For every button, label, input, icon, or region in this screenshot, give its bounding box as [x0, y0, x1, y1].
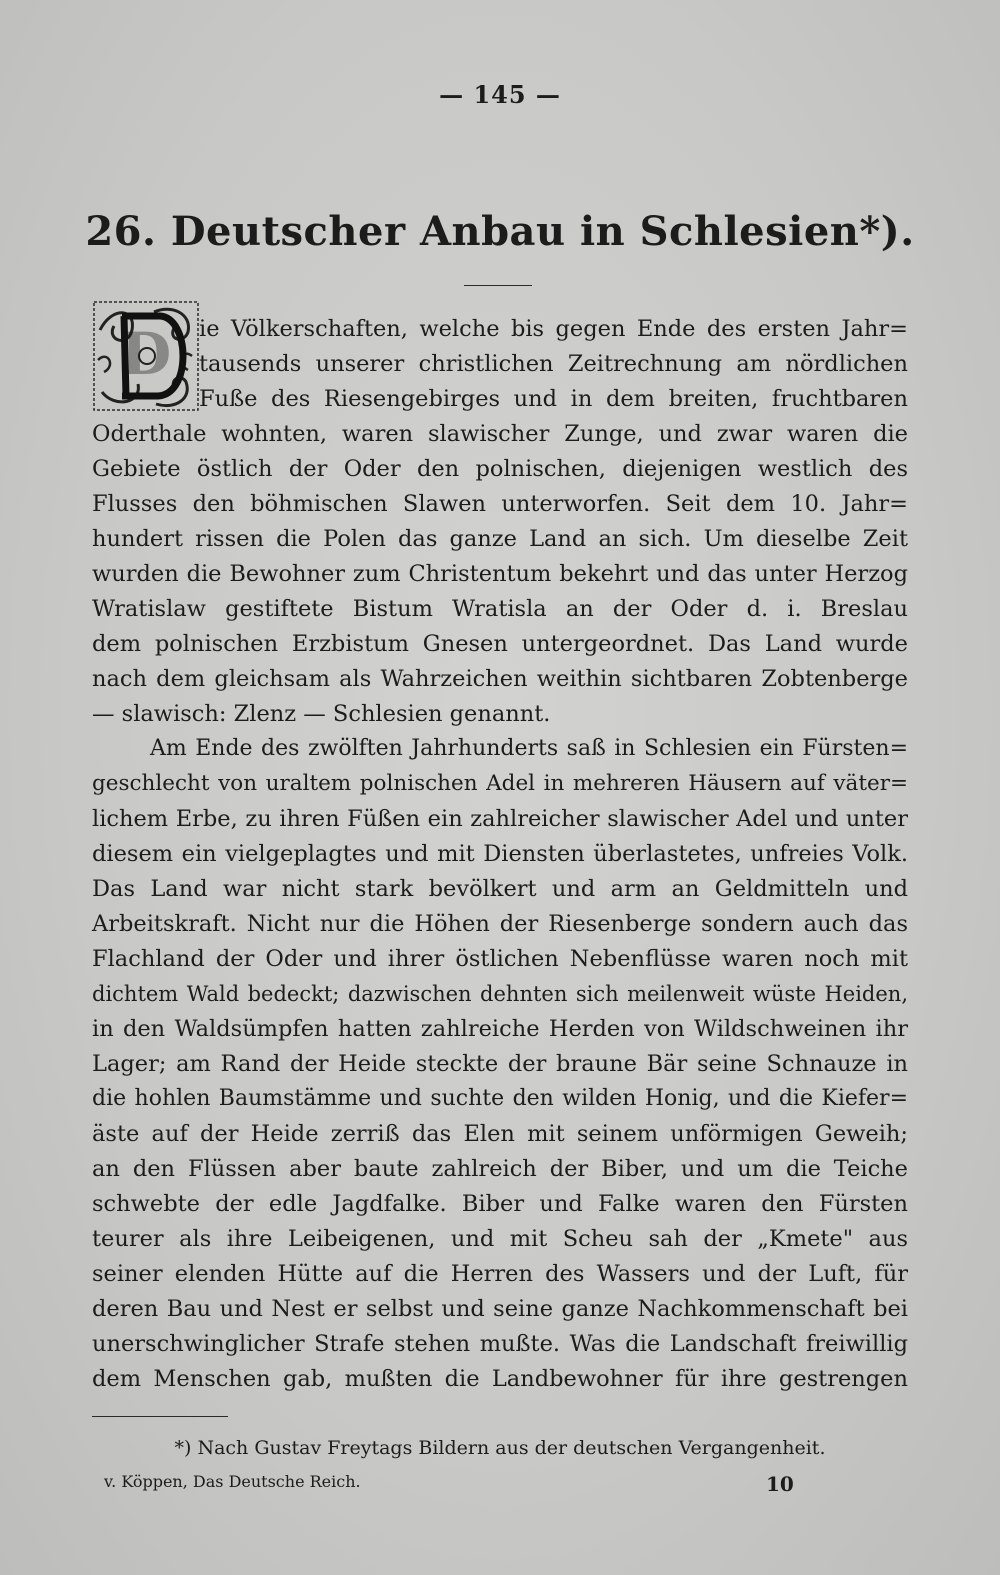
- footnote: *) Nach Gustav Freytags Bildern aus der deutschen Vergangenheit.: [174, 1437, 826, 1459]
- text-line: — slawisch: Zlenz — Schlesien genannt.: [92, 701, 551, 727]
- text-line: dem polnischen Erzbistum Gnesen untergeordnet. Das Land wurde: [92, 631, 908, 657]
- text-line: Fuße des Riesengebirges und in dem breiten, fruchtbaren: [199, 386, 908, 412]
- text-line: Flachland der Oder und ihrer östlichen Nebenflüsse waren noch mit: [92, 946, 908, 972]
- text-line: tausends unserer christlichen Zeitrechnung am nördlichen: [199, 351, 908, 377]
- text-line: hundert rissen die Polen das ganze Land an sich. Um dieselbe Zeit: [92, 526, 908, 552]
- text-line: Arbeitskraft. Nicht nur die Höhen der Riesenberge sondern auch das: [92, 911, 908, 937]
- text-line: an den Flüssen aber baute zahlreich der Biber, und um die Teiche: [92, 1156, 908, 1182]
- text-line: Gebiete östlich der Oder den polnischen, diejenigen westlich des: [92, 456, 908, 482]
- text-line: dem Menschen gab, mußten die Landbewohner für ihre gestrengen: [92, 1366, 908, 1392]
- sheet-number: 10: [766, 1472, 794, 1496]
- text-line: nach dem gleichsam als Wahrzeichen weithin sichtbaren Zobtenberge: [92, 666, 908, 692]
- footnote-divider: [92, 1416, 228, 1417]
- text-line: äste auf der Heide zerriß das Elen mit seinem unförmigen Geweih;: [92, 1121, 908, 1147]
- text-line: dichtem Wald bedeckt; dazwischen dehnten sich meilenweit wüste Heiden,: [92, 982, 908, 1006]
- text-line: in den Waldsümpfen hatten zahlreiche Herden von Wildschweinen ihr: [92, 1016, 908, 1042]
- text-line: diesem ein vielgeplagtes und mit Diensten überlastetes, unfreies Volk.: [92, 841, 908, 867]
- ornamental-drop-cap-icon: [92, 300, 200, 412]
- text-line: die hohlen Baumstämme und suchte den wilden Honig, und die Kiefer=: [92, 1086, 908, 1111]
- text-line: Das Land war nicht stark bevölkert und arm an Geldmitteln und: [92, 876, 908, 902]
- text-line: Lager; am Rand der Heide steckte der braune Bär seine Schnauze in: [92, 1051, 908, 1077]
- text-line: Wratislaw gestiftete Bistum Wratisla an der Oder d. i. Breslau: [92, 596, 908, 622]
- text-line: deren Bau und Nest er selbst und seine ganze Nachkommenschaft bei: [92, 1296, 908, 1322]
- text-line: Am Ende des zwölften Jahrhunderts saß in Schlesien ein Fürsten=: [150, 736, 908, 761]
- printer-signature: v. Köppen, Das Deutsche Reich.: [104, 1472, 361, 1491]
- text-line: lichem Erbe, zu ihren Füßen ein zahlreicher slawischer Adel und unter: [92, 806, 908, 832]
- svg-text:D: D: [120, 320, 172, 388]
- text-line: ie Völkerschaften, welche bis gegen Ende des ersten Jahr=: [199, 316, 908, 342]
- page-number: — 145 —: [439, 80, 561, 109]
- text-line: geschlecht von uraltem polnischen Adel in mehreren Häusern auf väter=: [92, 771, 908, 796]
- text-line: teurer als ihre Leibeigenen, und mit Scheu sah der „Kmete" aus: [92, 1226, 908, 1252]
- chapter-title: 26. Deutscher Anbau in Schlesien*).: [85, 208, 915, 255]
- title-divider: [464, 285, 532, 286]
- text-line: schwebte der edle Jagdfalke. Biber und Falke waren den Fürsten: [92, 1191, 908, 1217]
- text-line: Flusses den böhmischen Slawen unterworfen. Seit dem 10. Jahr=: [92, 491, 908, 517]
- text-line: Oderthale wohnten, waren slawischer Zunge, und zwar waren die: [92, 421, 908, 447]
- text-line: wurden die Bewohner zum Christentum bekehrt und das unter Herzog: [92, 561, 908, 587]
- text-line: unerschwinglicher Strafe stehen mußte. Was die Landschaft freiwillig: [92, 1331, 908, 1357]
- text-line: seiner elenden Hütte auf die Herren des Wassers und der Luft, für: [92, 1261, 908, 1287]
